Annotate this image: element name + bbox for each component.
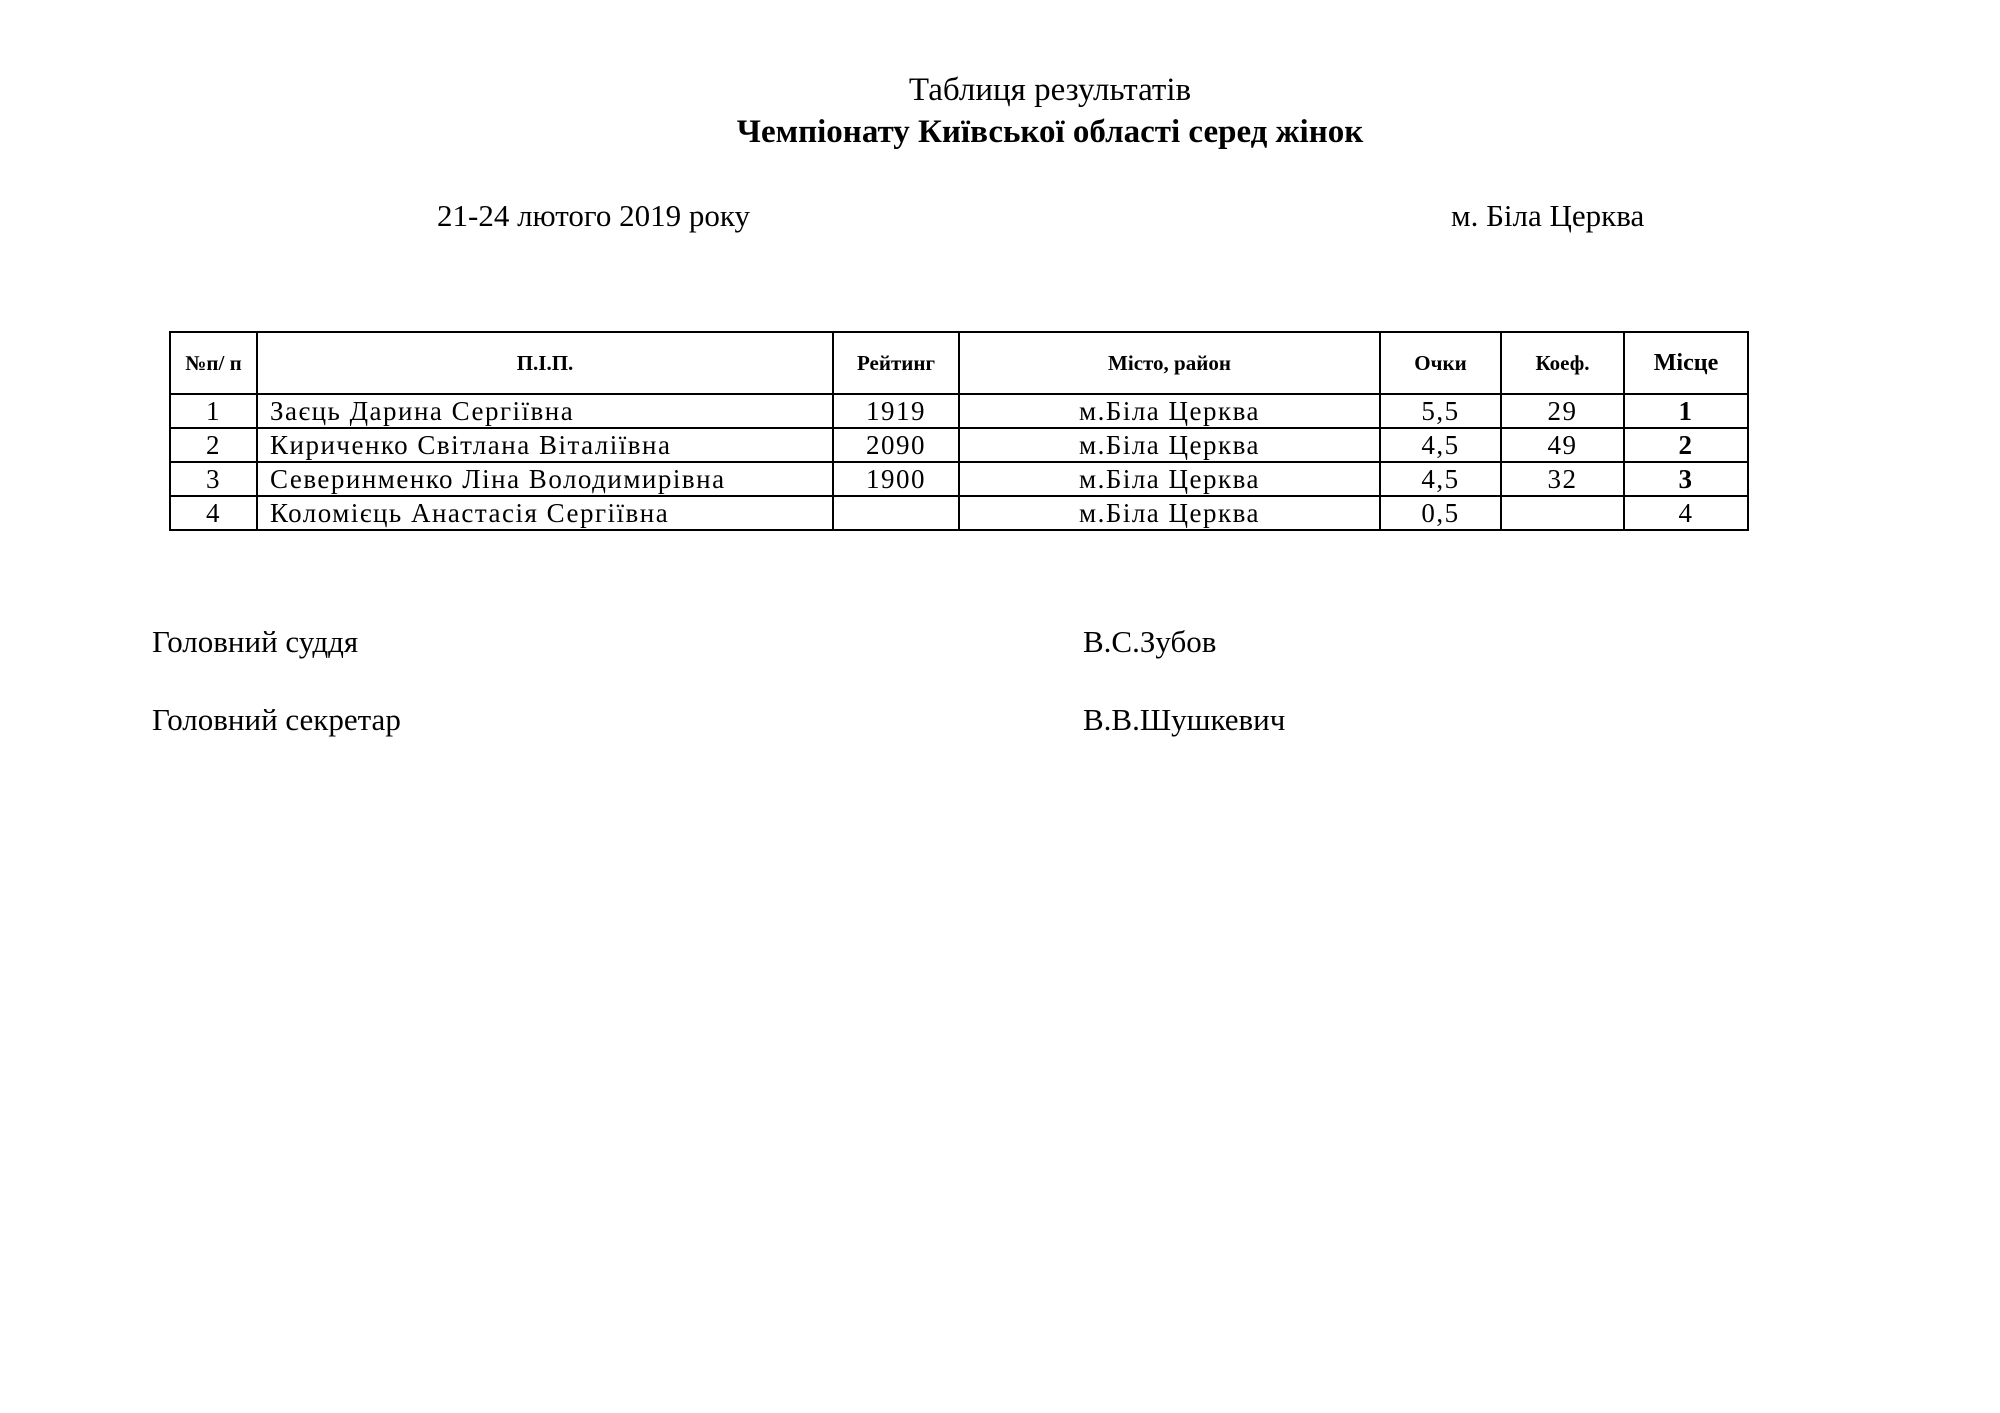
header-name: П.І.П.: [257, 332, 833, 394]
cell-place: 1: [1624, 394, 1748, 428]
cell-coef: [1501, 496, 1624, 530]
cell-place: 3: [1624, 462, 1748, 496]
cell-num: 1: [170, 394, 257, 428]
cell-rating: 1900: [833, 462, 959, 496]
chief-judge-label: Головний суддя: [152, 624, 359, 659]
cell-rating: 2090: [833, 428, 959, 462]
chief-secretary-name: В.В.Шушкевич: [1083, 702, 1286, 737]
cell-name: Заєць Дарина Сергіївна: [257, 394, 833, 428]
cell-num: 3: [170, 462, 257, 496]
header-num: №п/ п: [170, 332, 257, 394]
chief-secretary-label: Головний секретар: [152, 702, 401, 737]
table-row: [170, 496, 1748, 530]
table-row: [170, 428, 1748, 462]
event-date: 21-24 лютого 2019 року: [437, 198, 750, 233]
table-header-row: [170, 332, 1748, 394]
cell-city: м.Біла Церква: [959, 462, 1380, 496]
cell-points: 0,5: [1380, 496, 1501, 530]
header-coef: Коеф.: [1501, 332, 1624, 394]
cell-points: 4,5: [1380, 462, 1501, 496]
cell-place: 4: [1624, 496, 1748, 530]
cell-city: м.Біла Церква: [959, 428, 1380, 462]
table-row: [170, 462, 1748, 496]
header-city: Місто, район: [959, 332, 1380, 394]
cell-num: 2: [170, 428, 257, 462]
cell-name: Северинменко Ліна Володимирівна: [257, 462, 833, 496]
cell-place: 2: [1624, 428, 1748, 462]
event-city: м. Біла Церква: [1451, 198, 1645, 233]
document-subtitle: Чемпіонату Київської області серед жінок: [736, 114, 1364, 150]
header-points: Очки: [1380, 332, 1501, 394]
cell-num: 4: [170, 496, 257, 530]
cell-city: м.Біла Церква: [959, 394, 1380, 428]
cell-city: м.Біла Церква: [959, 496, 1380, 530]
cell-points: 5,5: [1380, 394, 1501, 428]
cell-name: Коломієць Анастасія Сергіївна: [257, 496, 833, 530]
results-table: [169, 331, 1749, 531]
cell-points: 4,5: [1380, 428, 1501, 462]
cell-name: Кириченко Світлана Віталіївна: [257, 428, 833, 462]
chief-judge-name: В.С.Зубов: [1083, 624, 1217, 659]
cell-rating: 1919: [833, 394, 959, 428]
cell-coef: 49: [1501, 428, 1624, 462]
document-title: Таблиця результатів: [908, 72, 1192, 108]
cell-coef: 29: [1501, 394, 1624, 428]
cell-coef: 32: [1501, 462, 1624, 496]
header-place: Місце: [1624, 332, 1748, 394]
table-row: [170, 394, 1748, 428]
cell-rating: [833, 496, 959, 530]
header-rating: Рейтинг: [833, 332, 959, 394]
